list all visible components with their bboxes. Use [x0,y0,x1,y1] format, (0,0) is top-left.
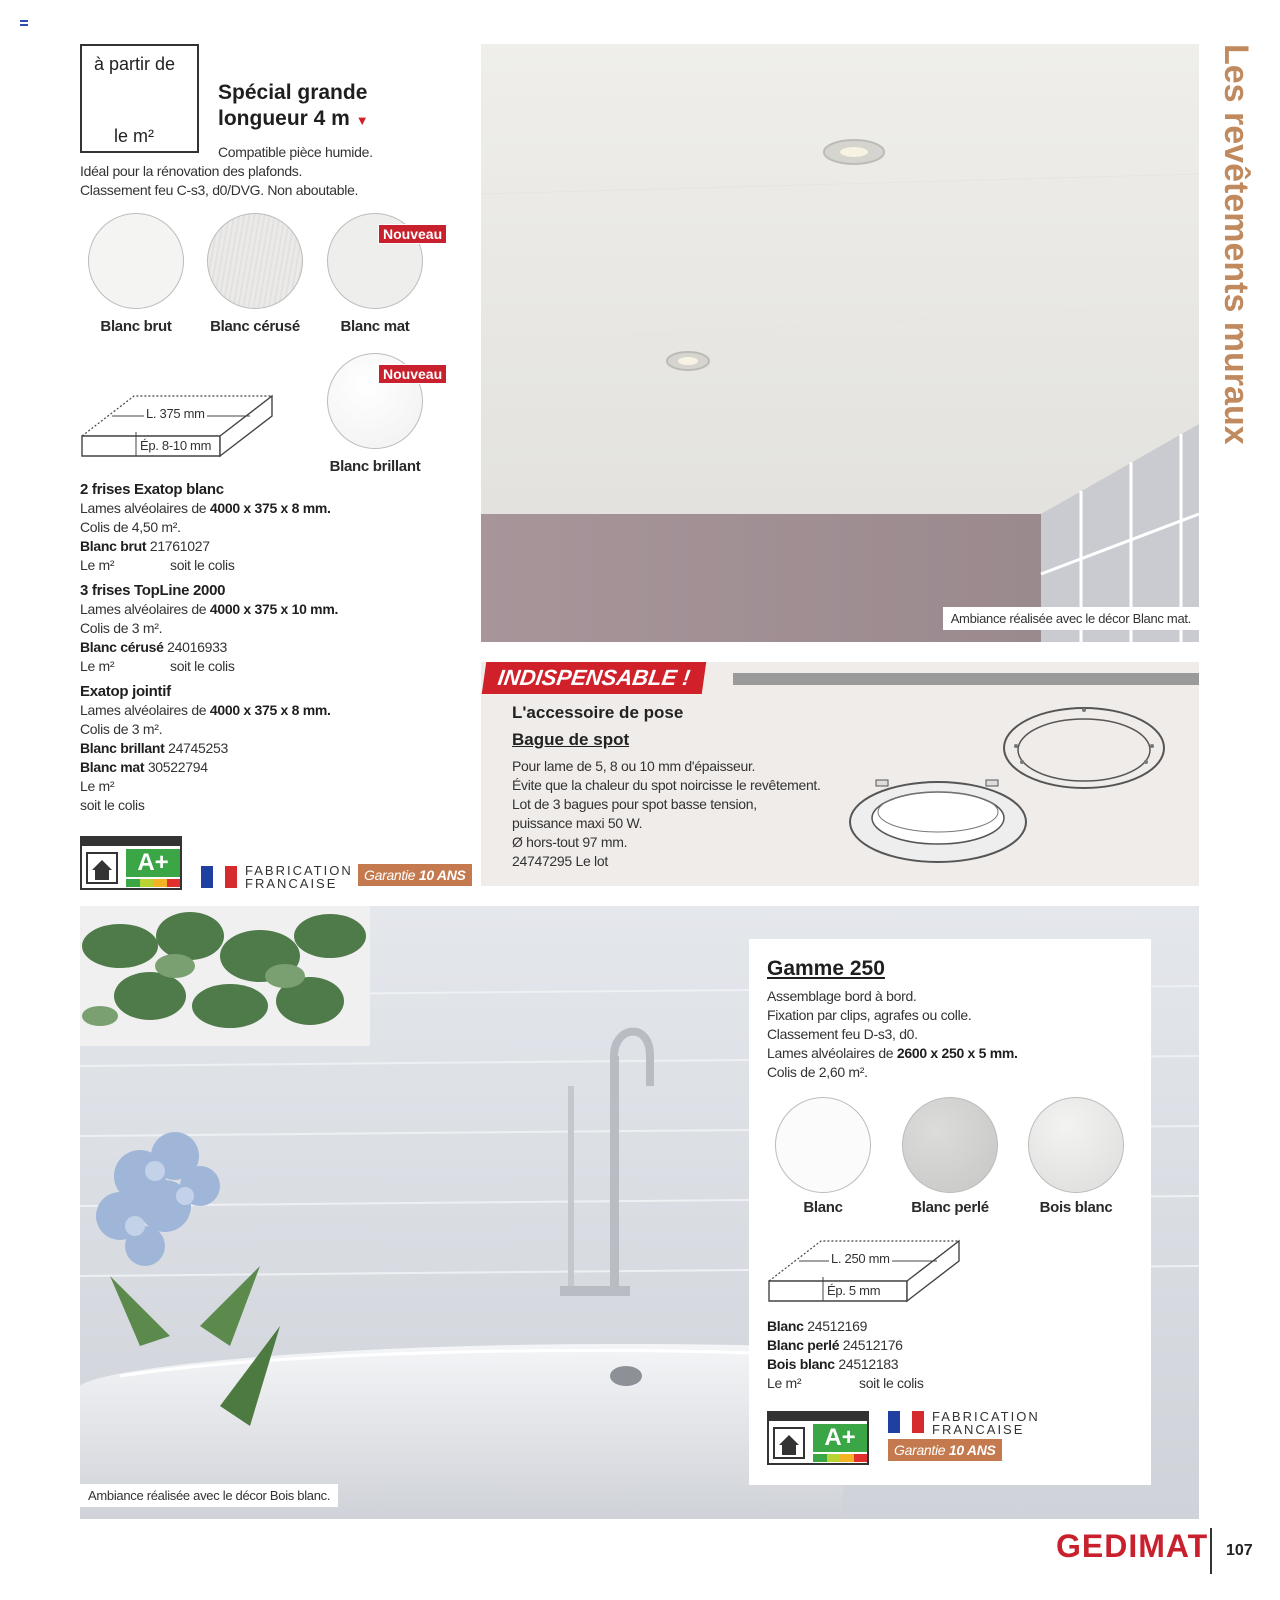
price-row: Le m² soit le colis [80,658,235,674]
product-ref: Blanc mat 30522794 [80,759,208,775]
indispensable-tag: INDISPENSABLE ! [482,662,706,694]
swatch-label: Blanc brut [100,318,172,335]
dimension-length: L. 250 mm [831,1251,890,1266]
page-separator [1210,1528,1212,1574]
swatch-label: Bois blanc [1039,1199,1113,1216]
dimension-length: L. 375 mm [146,406,205,421]
price-row: Le m² soit le colis [80,557,235,573]
fabrication-francaise: FABRICATION FRANCAISE [245,863,353,891]
product-colis: Colis de 4,50 m². [80,519,181,535]
house-icon [86,852,120,886]
product-colis: Colis de 3 m². [80,620,163,636]
emission-scale [813,1454,867,1462]
new-badge: Nouveau [378,364,447,384]
emission-scale [126,879,180,887]
accessory-title: L'accessoire de pose [512,703,684,722]
product-spec: Lames alvéolaires de 4000 x 375 x 10 mm. [80,601,339,617]
price-box [80,44,199,153]
product-name: 2 frises Exatop blanc [80,481,224,498]
gamme-description: Assemblage bord à bord. Fixation par clips, agrafes ou colle. Classement feu D-s3, d0. Lames alvéolaires de 2600 x 250 x 5 mm. Colis de 2,60 m². [767,988,1018,1080]
french-flag-icon [888,1411,924,1433]
french-flag-icon [201,866,237,888]
product-name: 3 frises TopLine 2000 [80,582,226,599]
page-number: 107 [1226,1542,1253,1559]
gamme-250-panel [749,939,1151,1485]
swatch-blanc-perle [902,1097,998,1193]
fabrication-francaise: FABRICATION FRANCAISE [932,1409,1040,1437]
corner-mark-icon [20,20,28,26]
swatch-bois-blanc [1028,1097,1124,1193]
product-ref: Blanc cérusé 24016933 [80,639,228,655]
emission-label [767,1411,869,1465]
price-from-label: à partir de [94,54,176,74]
ceiling-illustration [481,44,1199,642]
price-unit-label: le m² [114,126,154,146]
garantie-badge: Garantie 10 ANS [888,1439,1002,1461]
dimension-diagram [80,392,276,460]
product-spec: Lames alvéolaires de 4000 x 375 x 8 mm. [80,702,331,718]
swatch-blanc-brut [88,213,184,309]
title-line-2: longueur 4 m [218,107,350,130]
product-spec: Lames alvéolaires de 4000 x 375 x 8 mm. [80,500,331,516]
photo-caption: Ambiance réalisée avec le décor Bois blanc. [80,1484,338,1507]
intro-line: Classement feu C-s3, d0/DVG. Non aboutable. [80,182,359,198]
accessory-subtitle: Bague de spot [512,730,630,749]
intro-text [80,143,470,200]
product-colis: Colis de 3 m². [80,721,163,737]
vertical-title-text: Les revêtements muraux [1217,44,1255,445]
gamme-title: Gamme 250 [767,957,885,980]
spot-ring-icon [846,700,1176,870]
product-specs [80,480,470,815]
swatch-label: Blanc perlé [911,1199,989,1216]
swatch-label: Blanc brillant [329,458,421,475]
price-line: Le m² [80,778,115,794]
photo-caption: Ambiance réalisée avec le décor Blanc mat. [943,607,1199,630]
emission-grade: A+ [813,1424,867,1452]
title-line-1: Spécial grande [218,81,368,104]
gamme-refs: Blanc 24512169 Blanc perlé 24512176 Bois blanc 24512183 Le m² soit le colis [767,1318,924,1391]
dimension-thickness: Ép. 5 mm [827,1283,881,1298]
vertical-section-title [1211,44,1255,474]
swatch-blanc [775,1097,871,1193]
swatch-blanc-ceruse [207,213,303,309]
swatch-label: Blanc [803,1199,843,1216]
price-line: soit le colis [80,797,145,813]
ceiling-photo [481,44,1199,642]
dimension-diagram [767,1237,963,1305]
swatch-label: Blanc mat [340,318,410,335]
accessory-description: Pour lame de 5, 8 ou 10 mm d'épaisseur. Évite que la chaleur du spot noircisse le revêtement. Lot de 3 bagues pour spot basse tension, puissance maxi 50 W. Ø hors-tout 97 mm. 24747295 Le lot [512,758,821,869]
garantie-badge: Garantie 10 ANS [358,864,472,886]
divider-bar [733,673,1199,685]
swatch-label: Blanc cérusé [210,318,300,335]
section-title [218,80,418,134]
red-triangle-icon: ▼ [355,113,369,128]
intro-line: Compatible pièce humide. [218,144,373,160]
intro-line: Idéal pour la rénovation des plafonds. [80,163,303,179]
new-badge: Nouveau [378,224,447,244]
brand-logo: GEDIMAT [1056,1528,1209,1564]
emission-label [80,836,182,890]
emission-grade: A+ [126,849,180,877]
product-ref: Blanc brillant 24745253 [80,740,228,756]
product-ref: Blanc brut 21761027 [80,538,210,554]
dimension-thickness: Ép. 8-10 mm [140,438,212,453]
house-icon [773,1427,807,1461]
product-name: Exatop jointif [80,683,171,700]
